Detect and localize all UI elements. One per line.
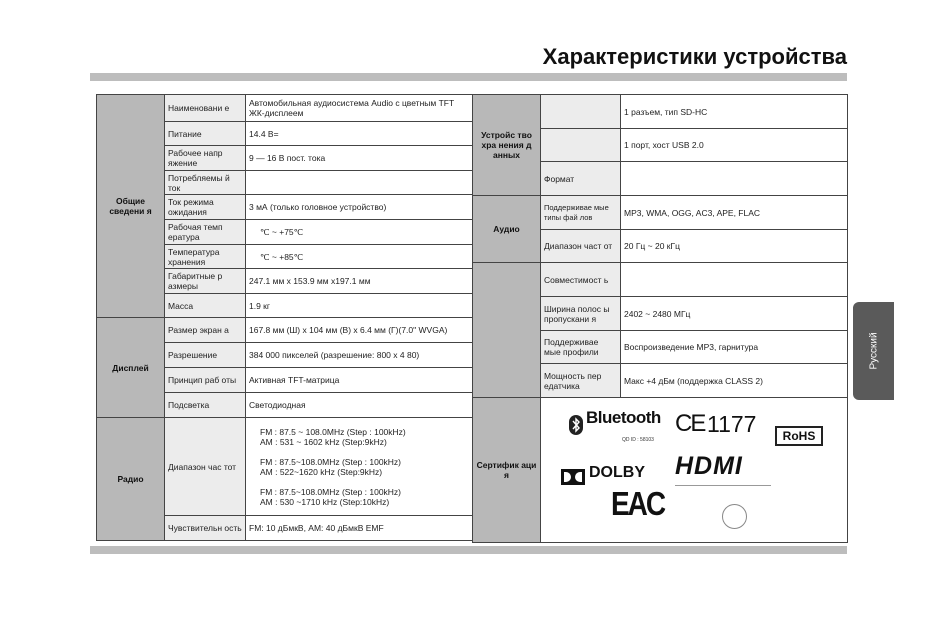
spec-label: Мощность пер едатчика	[541, 364, 621, 398]
spec-value: Активная TFT-матрица	[246, 368, 474, 393]
spec-label: Размер экран а	[165, 318, 246, 343]
spec-value: FM : 87.5 ~ 108.0MHz (Step : 100kHz) AM : 531 ~ 1602 kHz (Step:9kHz) FM : 87.5~108.0MHz (Step : 100kHz) AM : 522~1620 kHz (Step:9kHz) FM : 87.5~108.0MHz (Step : 100kHz) AM : 530 ~1710 kHz (Step:10kHz)	[246, 418, 474, 516]
spec-value	[621, 263, 848, 297]
category-storage: Устройс тво хра нения д анных	[473, 95, 541, 196]
spec-value: 3 мА (только головное устройство)	[246, 195, 474, 220]
eac-logo	[611, 484, 665, 531]
spec-value: 247.1 мм x 153.9 мм x197.1 мм	[246, 269, 474, 294]
hdmi-text: HDMI	[675, 452, 743, 480]
eac-text: EAC	[611, 484, 665, 522]
ce-number: 1177	[707, 411, 757, 437]
spec-label: Рабочая темп ература	[165, 220, 246, 245]
spec-value: ℃ ~ +85℃	[246, 245, 474, 269]
spec-label: Наименовани е	[165, 95, 246, 122]
footer-divider	[90, 546, 847, 554]
spec-value	[621, 162, 848, 196]
spec-label	[541, 95, 621, 129]
spec-label: Диапазон час тот	[165, 418, 246, 516]
spec-label: Принцип раб оты	[165, 368, 246, 393]
bluetooth-qd-id: QD ID : 58103	[622, 437, 654, 443]
spec-value: 2402 ~ 2480 МГц	[621, 297, 848, 331]
ce-logo: CE	[675, 410, 705, 437]
spec-value: 20 Гц ~ 20 кГц	[621, 230, 848, 263]
bluetooth-text: Bluetooth	[586, 408, 661, 427]
spec-label: Разрешение	[165, 343, 246, 368]
bluetooth-logo	[569, 408, 669, 445]
spec-value: FM: 10 дБмкВ, AM: 40 дБмкВ EMF	[246, 516, 474, 541]
page-title: Характеристики устройства	[542, 44, 847, 69]
dolby-icon	[561, 469, 585, 485]
category-general: Общие сведени я	[97, 95, 165, 318]
header-divider	[90, 73, 847, 81]
spec-table-left	[96, 94, 474, 541]
spec-label: Формат	[541, 162, 621, 196]
circle-mark-icon	[722, 504, 747, 529]
spec-value: Макс +4 дБм (поддержка CLASS 2)	[621, 364, 848, 398]
spec-label: Потребляемы й ток	[165, 171, 246, 195]
spec-value	[246, 171, 474, 195]
spec-value: 167.8 мм (Ш) x 104 мм (В) x 6.4 мм (Г)(7.0" WVGA)	[246, 318, 474, 343]
spec-value: Воспроизведение MP3, гарнитура	[621, 331, 848, 364]
category-display: Дисплей	[97, 318, 165, 418]
spec-label	[541, 129, 621, 162]
spec-value: ℃ ~ +75℃	[246, 220, 474, 245]
spec-label: Совместимост ь	[541, 263, 621, 297]
spec-value: 14.4 В=	[246, 122, 474, 146]
category-certification: Сертифик аци я	[473, 398, 541, 543]
spec-label: Питание	[165, 122, 246, 146]
category-radio: Радио	[97, 418, 165, 541]
ce-mark	[675, 410, 765, 449]
spec-label: Чувствительн ость	[165, 516, 246, 541]
spec-label: Поддерживае мые типы фай лов	[541, 196, 621, 230]
spec-label: Ширина полос ы пропускани я	[541, 297, 621, 331]
spec-label: Температура хранения	[165, 245, 246, 269]
spec-value: 1 разъем, тип SD-HC	[621, 95, 848, 129]
spec-label: Диапазон част от	[541, 230, 621, 263]
language-tab[interactable]	[853, 302, 894, 400]
spec-label: Поддерживае мые профили	[541, 331, 621, 364]
spec-value: MP3, WMA, OGG, AC3, APE, FLAC	[621, 196, 848, 230]
certification-logos	[541, 398, 848, 543]
spec-label: Рабочее напр яжение	[165, 146, 246, 171]
spec-value: Светодиодная	[246, 393, 474, 418]
spec-value: Автомобильная аудиосистема Audio с цветным TFT ЖК-дисплеем	[246, 95, 474, 122]
spec-value: 384 000 пикселей (разрешение: 800 x 4 80)	[246, 343, 474, 368]
spec-value: 1 порт, хост USB 2.0	[621, 129, 848, 162]
hdmi-logo	[675, 452, 775, 491]
spec-label: Подсветка	[165, 393, 246, 418]
spec-value: 9 — 16 В пост. тока	[246, 146, 474, 171]
spec-table-right	[472, 94, 848, 543]
bluetooth-icon	[569, 415, 583, 435]
dolby-text: DOLBY	[589, 464, 645, 481]
rohs-text: RoHS	[782, 429, 816, 443]
spec-label: Габаритные р азмеры	[165, 269, 246, 294]
spec-label: Ток режима ожидания	[165, 195, 246, 220]
category-bluetooth	[473, 263, 541, 398]
spec-value: 1.9 кг	[246, 294, 474, 318]
language-tab-label: Русский	[868, 332, 879, 370]
spec-label: Масса	[165, 294, 246, 318]
category-audio: Аудио	[473, 196, 541, 263]
rohs-logo	[775, 426, 823, 446]
